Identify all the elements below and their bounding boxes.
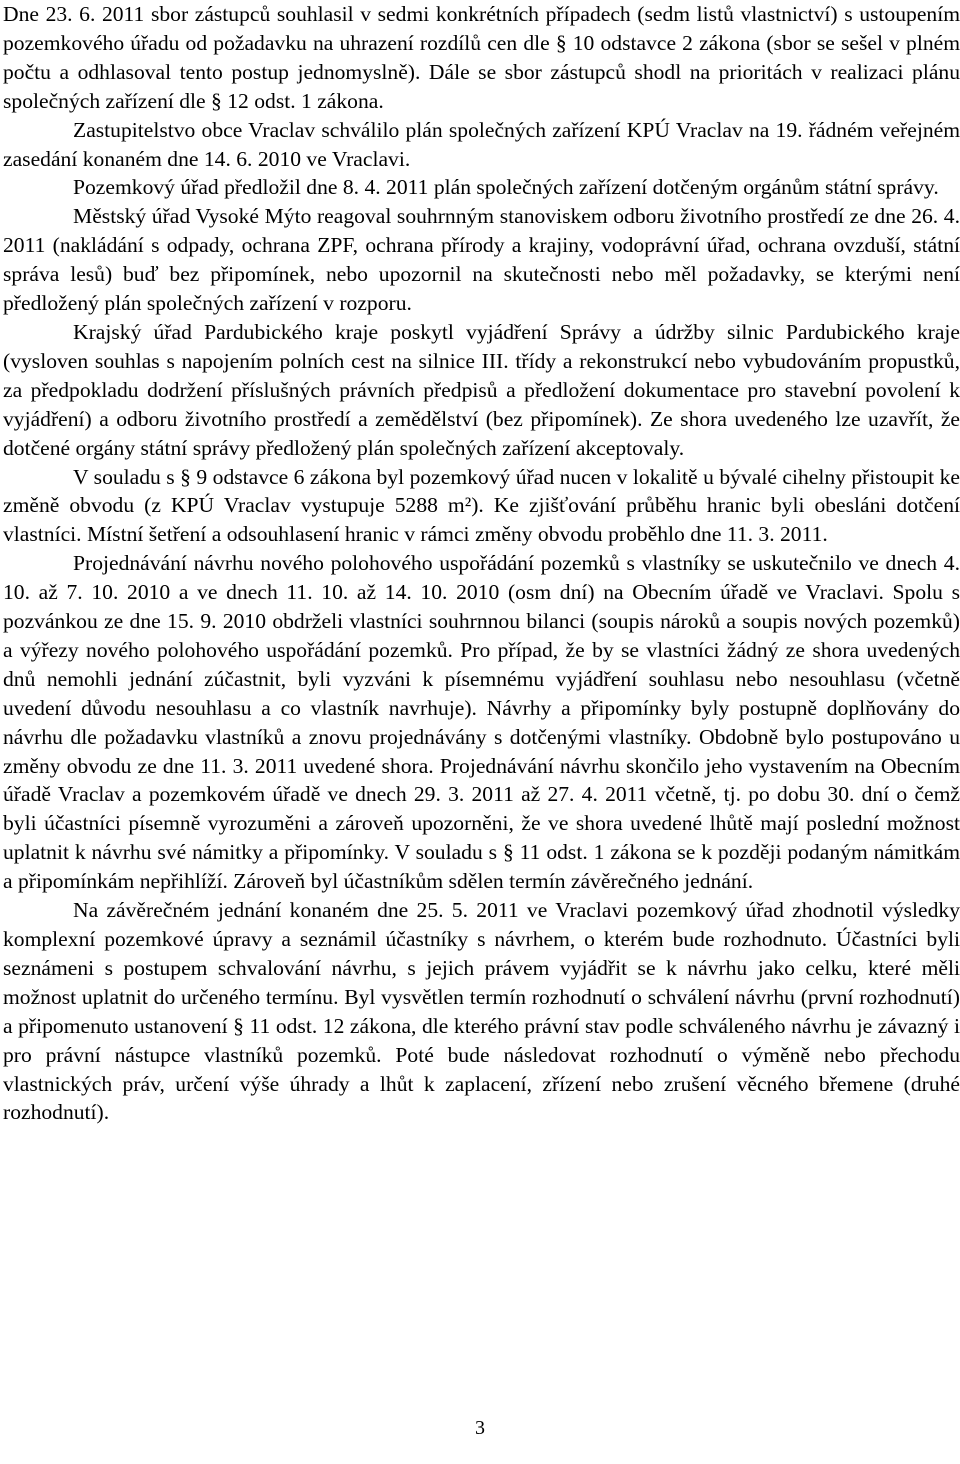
document-body: [3, 0, 960, 1127]
document-page: [3, 0, 960, 1127]
paragraph-4: Městský úřad Vysoké Mýto reagoval souhrnným stanoviskem odboru životního prostředí ze dne 26. 4. 2011 (nakládání s odpady, ochrana ZPF, ochrana přírody a krajiny, vodoprávní úřad, ochrana ovzduší, státní správa lesů) buď bez připomínek, nebo upozornil na skutečnosti nebo měl požadavky, se kterými není předložený plán společných zařízení v rozporu.: [3, 204, 960, 316]
paragraph-7: Projednávání návrhu nového polohového uspořádání pozemků s vlastníky se uskutečnilo ve dnech 4. 10. až 7. 10. 2010 a ve dnech 11. 10. až 14. 10. 2010 (osm dní) na Obecním úřadě ve Vraclavi. Spolu s pozvánkou ze dne 15. 9. 2010 obdrželi vlastníci souhrnnou bilanci (soupis nároků a soupis nových pozemků) a výřezy nového polohového uspořádání pozemků. Pro případ, že by se vlastníci žádný ze shora uvedených dnů nemohli jednání zúčastnit, byli vyzváni k písemnému vyjádření souhlasu nebo nesouhlasu (včetně uvedení důvodu nesouhlasu a co vlastník navrhuje). Návrhy a připomínky byly postupně doplňovány do návrhu dle požadavku vlastníků a znovu projednávány s dotčenými vlastníky. Obdobně bylo postupováno u změny obvodu ze dne 11. 3. 2011 uvedené shora. Projednávání návrhu skončilo jeho vystavením na Obecním úřadě Vraclav a pozemkovém úřadě ve dnech 29. 3. 2011 až 27. 4. 2011 včetně, tj. po dobu 30. dní o čemž byli účastníci písemně vyrozuměni a zároveň upozorněni, že ve shora uvedené lhůtě mají poslední možnost uplatnit k návrhu své námitky a připomínky. V souladu s § 11 odst. 1 zákona se k později podaným námitkám a připomínkám nepřihlíží. Zároveň byl účastníkům sdělen termín závěrečného jednání.: [3, 551, 960, 894]
paragraph-5: Krajský úřad Pardubického kraje poskytl vyjádření Správy a údržby silnic Pardubického kraje (vysloven souhlas s napojením polních cest na silnice III. třídy a rekonstrukcí nebo vybudováním propustků, za předpokladu dodržení příslušných právních předpisů a předložení dokumentace pro stavební povolení k vyjádření) a odboru životního prostředí a zemědělství (bez připomínek). Ze shora uvedeného lze uzavřít, že dotčené orgány státní správy předložený plán společných zařízení akceptovaly.: [3, 319, 960, 460]
paragraph-2: Zastupitelstvo obce Vraclav schválilo plán společných zařízení KPÚ Vraclav na 19. řádném veřejném zasedání konaném dne 14. 6. 2010 ve Vraclavi.: [3, 117, 960, 171]
paragraph-8: Na závěrečném jednání konaném dne 25. 5. 2011 ve Vraclavi pozemkový úřad zhodnotil výsledky komplexní pozemkové úpravy a seznámil účastníky s návrhem, o kterém bude rozhodnuto. Účastníci byli seznámeni s postupem schvalování návrhu, s jejich právem vyjádřit se k návrhu jako celku, které měli možnost uplatnit do určeného termínu. Byl vysvětlen termín rozhodnutí o schválení návrhu (první rozhodnutí) a připomenuto ustanovení § 11 odst. 12 zákona, dle kterého právní stav podle schváleného návrhu je závazný i pro právní nástupce vlastníků pozemků. Poté bude následovat rozhodnutí o výměně nebo přechodu vlastnických práv, určení výše úhrady a lhůt k zaplacení, zřízení nebo zrušení věcného břemene (druhé rozhodnutí).: [3, 898, 960, 1125]
paragraph-3: Pozemkový úřad předložil dne 8. 4. 2011 plán společných zařízení dotčeným orgánům státní správy.: [73, 175, 939, 200]
paragraph-1: Dne 23. 6. 2011 sbor zástupců souhlasil v sedmi konkrétních případech (sedm listů vlastnictví) s ustoupením pozemkového úřadu od požadavku na uhrazení rozdílů cen dle § 10 odstavce 2 zákona (sbor se sešel v plném počtu a odhlasoval tento postup jednomyslně). Dále se sbor zástupců shodl na prioritách v realizaci plánu společných zařízení dle § 12 odst. 1 zákona.: [3, 2, 960, 113]
paragraph-6: V souladu s § 9 odstavce 6 zákona byl pozemkový úřad nucen v lokalitě u bývalé cihelny přistoupit ke změně obvodu (z KPÚ Vraclav vystupuje 5288 m²). Ke zjišťování průběhu hranic byli obesláni dotčení vlastníci. Místní šetření a odsouhlasení hranic v rámci změny obvodu proběhlo dne 11. 3. 2011.: [3, 464, 960, 547]
page-number: 3: [475, 1417, 485, 1439]
